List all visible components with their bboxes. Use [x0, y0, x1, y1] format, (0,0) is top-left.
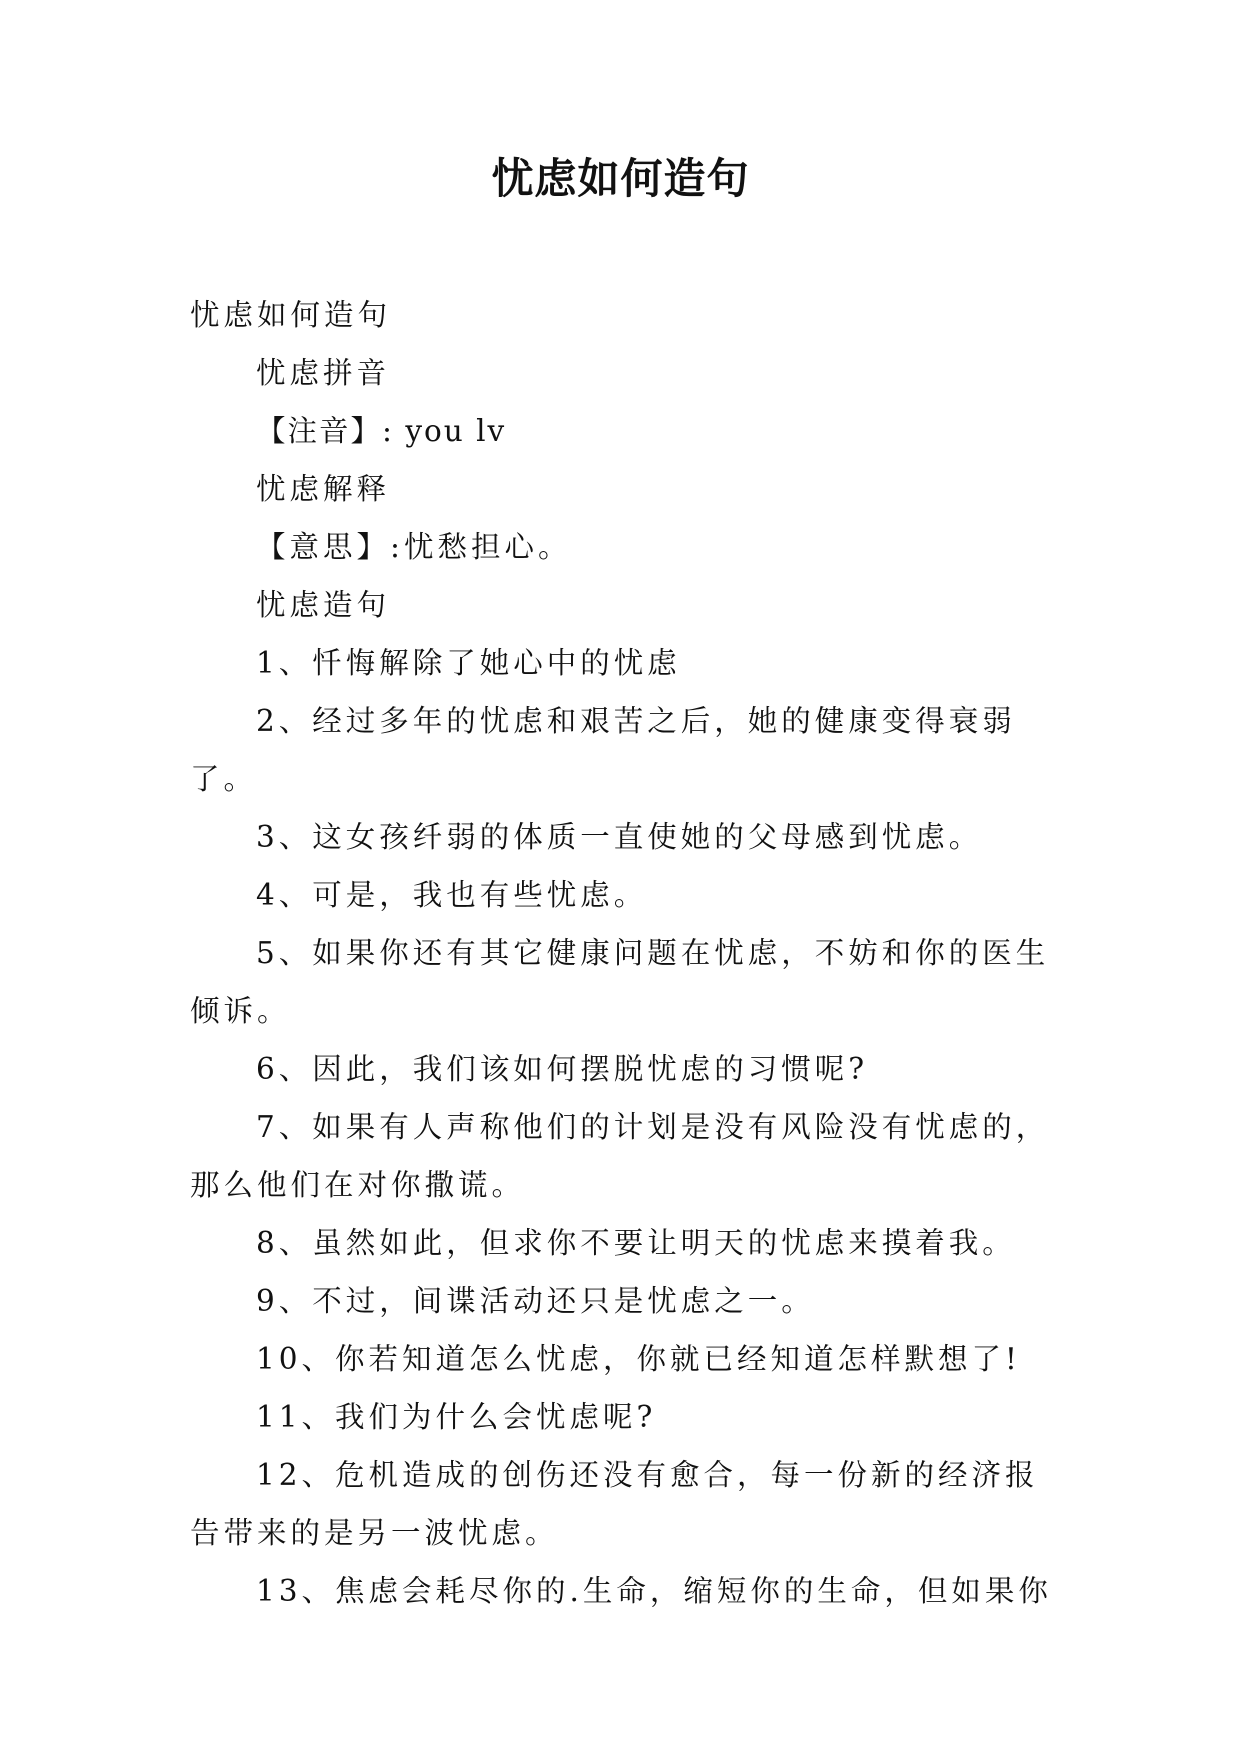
- example-sentence: 10、你若知道怎么忧虑，你就已经知道怎样默想了!: [256, 1342, 1021, 1376]
- example-sentence: 13、焦虑会耗尽你的.生命，缩短你的生命，但如果你: [256, 1574, 1052, 1608]
- example-sentence: 4、可是，我也有些忧虑。: [256, 878, 648, 912]
- pinyin-paragraph: 【注音】: you lv: [256, 414, 507, 448]
- example-sentence: 3、这女孩纤弱的体质一直使她的父母感到忧虑。: [256, 820, 983, 854]
- section-examples-heading: 忧虑造句: [256, 588, 391, 622]
- section-pinyin-heading: 忧虑拼音: [256, 356, 391, 390]
- example-sentence: 8、虽然如此，但求你不要让明天的忧虑来摸着我。: [256, 1226, 1016, 1260]
- document-body: [190, 286, 1070, 1620]
- document-title: 忧虑如何造句: [491, 154, 750, 203]
- example-sentence: 2、经过多年的忧虑和艰苦之后，她的健康变得衰弱了。: [190, 704, 1016, 796]
- example-sentence: 6、因此，我们该如何摆脱忧虑的习惯呢?: [256, 1052, 869, 1086]
- section-meaning-heading: 忧虑解释: [256, 472, 391, 506]
- example-sentence: 1、忏悔解除了她心中的忧虑: [256, 646, 681, 680]
- example-sentence: 11、我们为什么会忧虑呢?: [256, 1400, 657, 1434]
- example-sentence: 7、如果有人声称他们的计划是没有风险没有忧虑的，那么他们在对你撒谎。: [190, 1110, 1050, 1202]
- meaning-paragraph: 【意思】:忧愁担心。: [256, 530, 572, 564]
- example-sentence: 9、不过，间谍活动还只是忧虑之一。: [256, 1284, 815, 1318]
- heading-paragraph: 忧虑如何造句: [190, 298, 392, 332]
- example-sentence: 12、危机造成的创伤还没有愈合，每一份新的经济报告带来的是另一波忧虑。: [190, 1458, 1039, 1550]
- example-sentence: 5、如果你还有其它健康问题在忧虑，不妨和你的医生倾诉。: [190, 936, 1050, 1028]
